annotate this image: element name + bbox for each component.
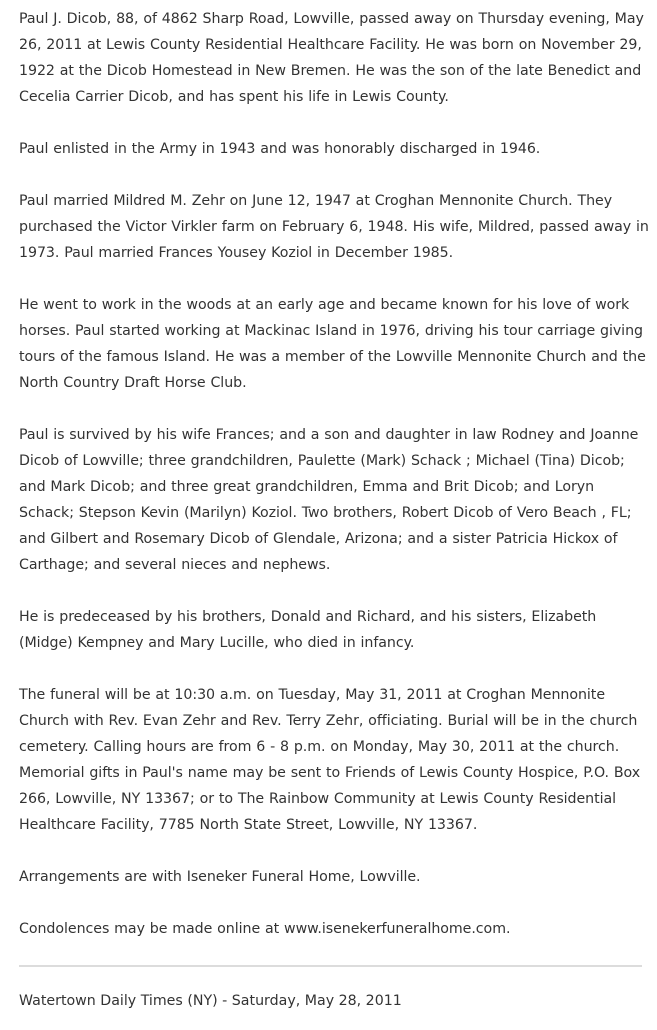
paragraph-funeral: The funeral will be at 10:30 a.m. on Tuesday, May 31, 2011 at Croghan Mennonite Church with Rev. Evan Zehr and Rev. Terry Zehr, officiating. Burial will be in the church cemetery. Calling hours are from 6 - 8 p.m. on Monday, May 30, 2011 at the church. Memorial gifts in Paul's name may be sent to Friends of Lewis County Hospice, P.O. Box 266, Lowville, NY 13367; or to The Rainbow Community at Lewis County Residential Healthcare Facility, 7785 North State Street, Lowville, NY 13367. — [19, 687, 641, 833]
paragraph-survivors: Paul is survived by his wife Frances; and a son and daughter in law Rodney and Joanne Dicob of Lowville; three grandchildren, Paulette (Mark) Schack ; Michael (Tina) Dicob; and Mark Dicob; and three great grandchildren, Emma and Brit Dicob; and Loryn Schack; Stepson Kevin (Marilyn) Koziol. Two brothers, Robert Dicob of Vero Beach , FL; and Gilbert and Rosemary Dicob of Glendale, Arizona; and a sister Patricia Hickox of Carthage; and several nieces and nephews. — [19, 427, 639, 573]
paragraph-arrangements: Arrangements are with Iseneker Funeral Home, Lowville. — [19, 869, 421, 885]
source-attribution: Watertown Daily Times (NY) - Saturday, May 28, 2011 — [19, 993, 402, 1009]
paragraph-military: Paul enlisted in the Army in 1943 and was honorably discharged in 1946. — [19, 141, 541, 157]
paragraph-condolences: Condolences may be made online at www.isenekerfuneralhome.com. — [19, 921, 511, 937]
paragraph-biography: Paul J. Dicob, 88, of 4862 Sharp Road, Lowville, passed away on Thursday evening, May 26, 2011 at Lewis County Residential Healthcare Facility. He was born on November 29, 1922 at the Dicob Homestead in New Bremen. He was the son of the late Benedict and Cecelia Carrier Dicob, and has spent his life in Lewis County. — [19, 11, 644, 105]
obituary-article — [19, 6, 649, 968]
divider — [19, 965, 642, 967]
paragraph-career: He went to work in the woods at an early age and became known for his love of work horses. Paul started working at Mackinac Island in 1976, driving his tour carriage giving tours of the famous Island. He was a member of the Lowville Mennonite Church and the North Country Draft Horse Club. — [19, 297, 646, 391]
paragraph-marriage: Paul married Mildred M. Zehr on June 12, 1947 at Croghan Mennonite Church. They purchased the Victor Virkler farm on February 6, 1948. His wife, Mildred, passed away in 1973. Paul married Frances Yousey Koziol in December 1985. — [19, 193, 649, 261]
paragraph-predeceased: He is predeceased by his brothers, Donald and Richard, and his sisters, Elizabeth (Midge) Kempney and Mary Lucille, who died in infancy. — [19, 609, 597, 651]
